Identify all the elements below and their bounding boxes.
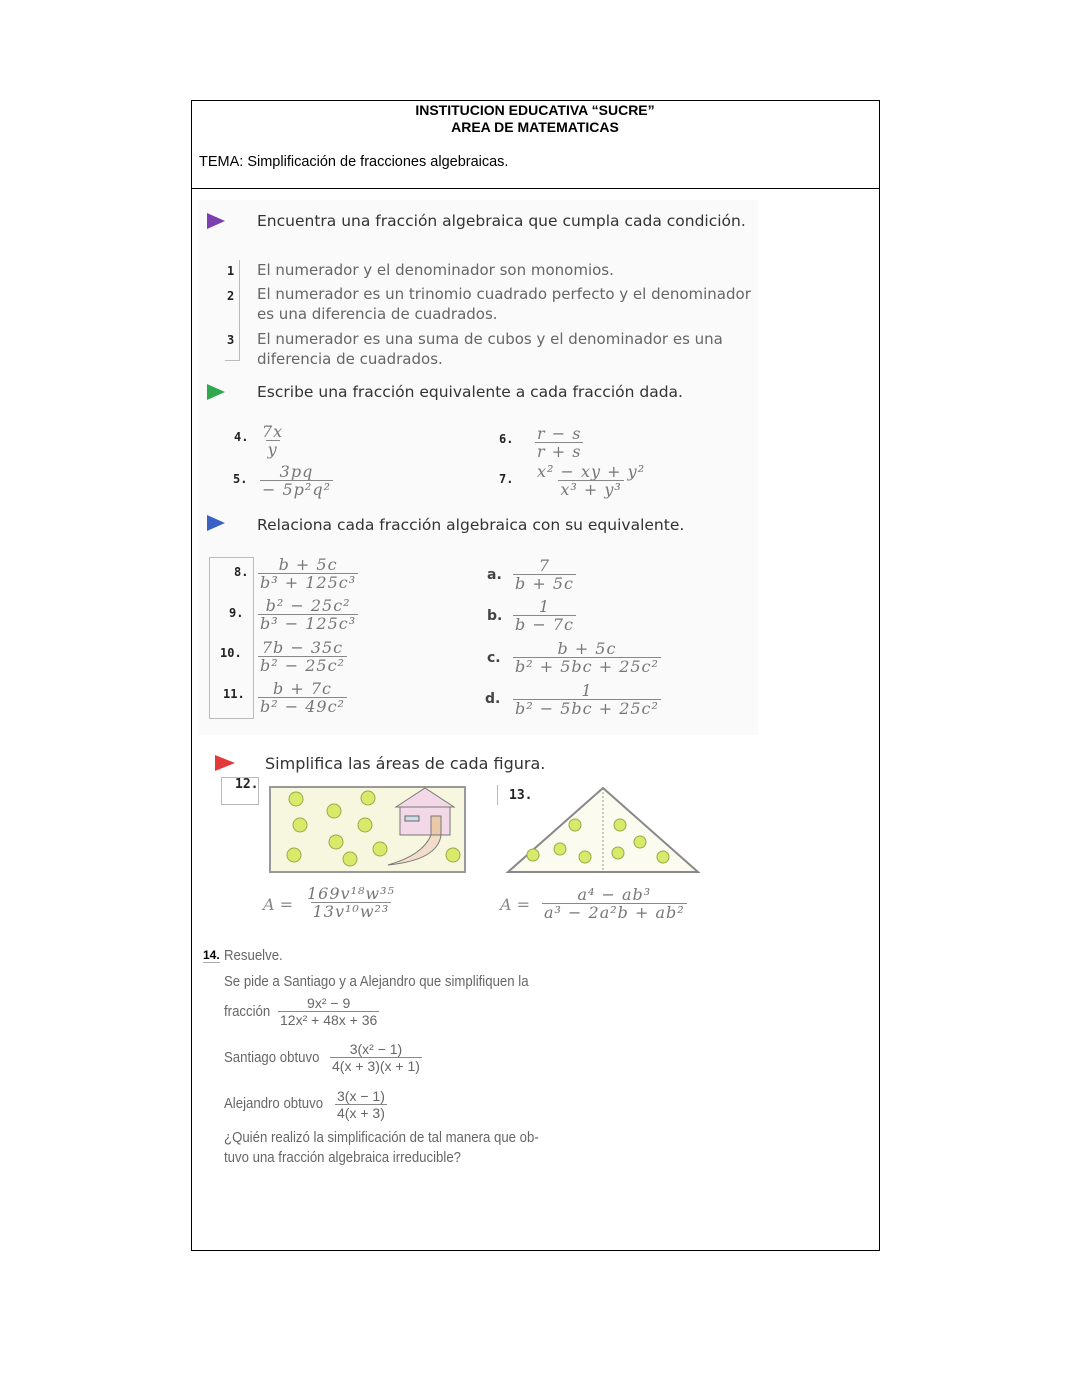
denominator: b − 7c (515, 615, 574, 634)
problem-text: Alejandro obtuvo (224, 1095, 324, 1112)
option-label: b. (487, 608, 503, 624)
item-number: 2 (227, 289, 235, 303)
section4-title: Simplifica las áreas de cada figura. (265, 754, 546, 773)
numerator: b² − 25c² (265, 596, 351, 615)
numerator: 3(x − 1) (337, 1088, 385, 1104)
fraction (535, 463, 647, 498)
denominator: b³ − 125c³ (260, 614, 357, 633)
option-label: d. (485, 691, 501, 707)
area-title: AREA DE MATEMATICAS (451, 119, 619, 135)
triangle-field-figure (505, 785, 701, 875)
numerator: 1 (538, 597, 551, 616)
header-divider (191, 188, 879, 189)
section2-title: Escribe una fracción equivalente a cada fracción dada. (257, 383, 683, 401)
item-number: 13. (509, 788, 533, 803)
denominator: − 5p²q² (262, 480, 331, 499)
red-arrow-icon (215, 755, 235, 771)
numerator: 7x (262, 422, 284, 441)
denominator: b² − 25c² (260, 656, 345, 675)
condition-item: El numerador es un trinomio cuadrado perfecto y el denominador es una diferencia de cuadrados. (257, 285, 751, 323)
denominator: x³ + y³ (560, 480, 622, 499)
numerator: b + 5c (557, 639, 617, 658)
condition-item: El numerador y el denominador son monomios. (257, 261, 614, 279)
numerator: 7b − 35c (261, 638, 344, 657)
fraction (305, 885, 397, 920)
fraction (258, 639, 347, 674)
problem-text: fracción (224, 1003, 271, 1020)
denominator: a³ − 2a²b + ab² (544, 903, 685, 922)
denominator: b + 5c (515, 574, 574, 593)
item-number: 8. (234, 565, 249, 579)
section3-title: Relaciona cada fracción algebraica con su equivalente. (257, 516, 685, 534)
blue-arrow-icon (207, 515, 225, 531)
topic: TEMA: Simplificación de fracciones algebraicas. (199, 154, 509, 170)
fraction (513, 557, 576, 592)
fraction (513, 640, 661, 675)
fraction (258, 597, 358, 632)
area-label: A = (263, 895, 294, 914)
denominator: 4(x + 3)(x + 1) (332, 1058, 420, 1074)
problem-question: tuvo una fracción algebraica irreducible? (224, 1149, 462, 1166)
numerator: r − s (537, 424, 582, 443)
fraction (535, 425, 583, 460)
area-label: A = (500, 895, 531, 914)
fraction (335, 1088, 387, 1121)
denominator: r + s (537, 442, 582, 461)
item-number: 5. (233, 472, 248, 486)
numerator: 3pq (279, 462, 314, 481)
option-label: a. (487, 567, 502, 583)
option-label: c. (487, 650, 501, 666)
denominator: 4(x + 3) (337, 1105, 385, 1121)
fraction (258, 680, 347, 715)
problem-title: Resuelve. (224, 947, 283, 964)
institution-title: INSTITUCION EDUCATIVA “SUCRE” (415, 102, 655, 118)
denominator: b² + 5bc + 25c² (515, 657, 659, 676)
numerator: 1 (581, 681, 593, 700)
item-number: 11. (223, 687, 245, 701)
item-number: 4. (234, 430, 249, 444)
item-number: 1 (227, 264, 235, 278)
numerator: x² − xy + y² (537, 462, 646, 481)
item-number: 3 (227, 333, 235, 347)
denominator: b³ + 125c³ (260, 573, 357, 592)
section1-title: Encuentra una fracción algebraica que cumpla cada condición. (257, 212, 746, 230)
fraction (513, 598, 576, 633)
numerator: 3(x² − 1) (349, 1041, 403, 1057)
purple-arrow-icon (207, 213, 225, 229)
numerator: 7 (538, 556, 551, 575)
green-arrow-icon (207, 384, 225, 400)
denominator: 12x² + 48x + 36 (280, 1012, 378, 1028)
numerator: a⁴ − ab³ (577, 885, 652, 904)
fraction (260, 463, 333, 498)
denominator: y (267, 440, 278, 459)
fraction (278, 995, 379, 1028)
numerator: 9x² − 9 (307, 995, 351, 1011)
denominator: 13v¹⁰w²³ (312, 902, 390, 921)
denominator: b² − 5bc + 25c² (515, 699, 659, 718)
fraction (330, 1041, 422, 1074)
fraction (258, 556, 358, 591)
problem-text: Santiago obtuvo (224, 1049, 320, 1066)
numerator: 169v¹⁸w³⁵ (307, 884, 395, 903)
rectangle-field-figure (268, 785, 468, 875)
item-number: 6. (499, 432, 514, 446)
fraction (542, 886, 687, 921)
item-number: 12. (235, 777, 259, 792)
item-number: 14. (203, 948, 220, 962)
fraction (260, 423, 285, 458)
denominator: b² − 49c² (260, 697, 345, 716)
item-number: 10. (220, 646, 242, 660)
item-number: 9. (229, 606, 244, 620)
condition-item: El numerador es una suma de cubos y el denominador es una diferencia de cuadrados. (257, 330, 723, 368)
problem-question: ¿Quién realizó la simplificación de tal manera que ob- (224, 1129, 539, 1146)
fraction (513, 682, 661, 717)
item-number: 7. (499, 472, 514, 486)
problem-text: Se pide a Santiago y a Alejandro que simplifiquen la (224, 973, 529, 990)
numerator: b + 7c (273, 679, 332, 698)
numerator: b + 5c (278, 555, 338, 574)
